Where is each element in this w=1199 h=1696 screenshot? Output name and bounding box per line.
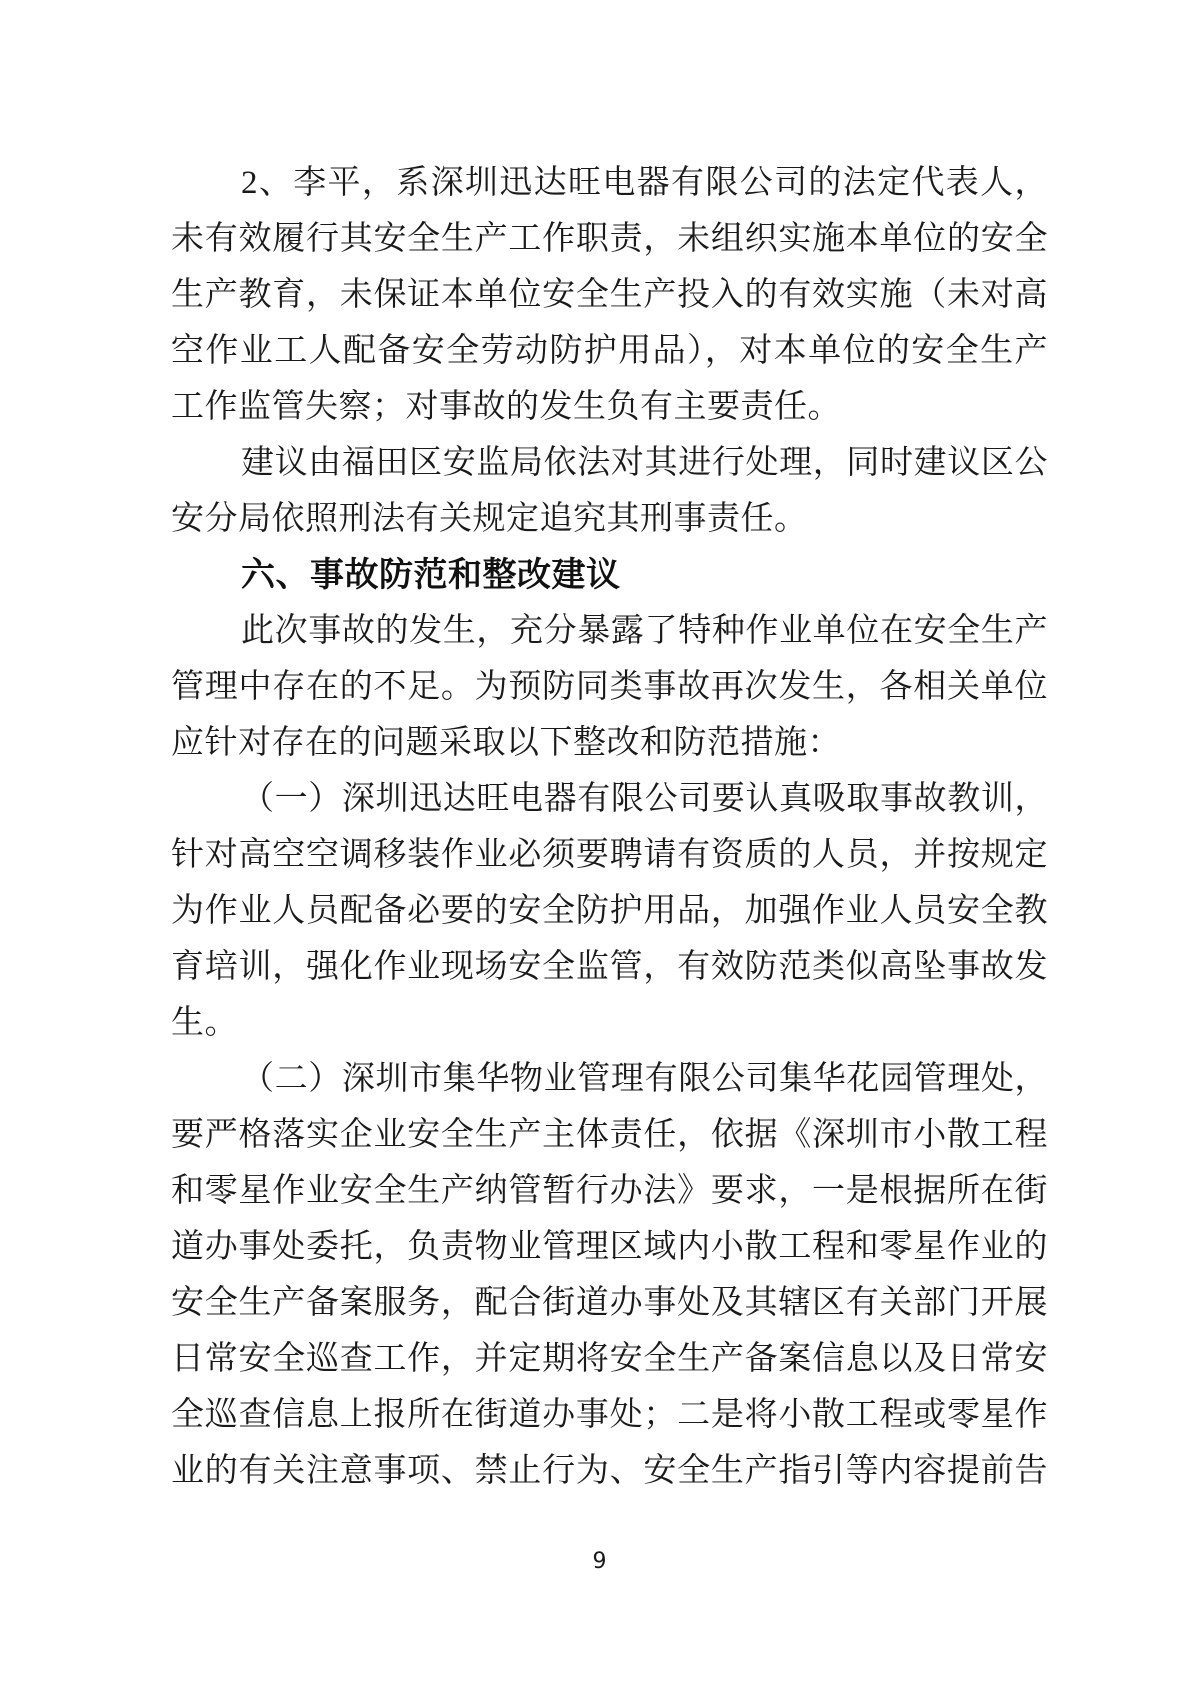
text-line: （二）深圳市集华物业管理有限公司集华花园管理处， [241,1061,1048,1097]
text-line: 业的有关注意事项、禁止行为、安全生产指引等内容提前告 [171,1453,1048,1489]
text-line: 道办事处委托，负责物业管理区域内小散工程和零星作业的 [171,1229,1048,1265]
text-line: 工作监管失察；对事故的发生负有主要责任。 [171,389,841,425]
text-line: 2、李平，系深圳迅达旺电器有限公司的法定代表人， [241,165,1048,201]
text-line: 管理中存在的不足。为预防同类事故再次发生，各相关单位 [171,669,1048,705]
page-footer [0,1540,1199,1584]
text-line: 生产教育，未保证本单位安全生产投入的有效实施（未对高 [171,277,1048,313]
text-line: 空作业工人配备安全劳动防护用品），对本单位的安全生产 [171,333,1048,369]
section-heading: 六、事故防范和整改建议 [241,555,621,595]
text-line: 建议由福田区安监局依法对其进行处理，同时建议区公 [241,445,1048,481]
text-line: 和零星作业安全生产纳管暂行办法》要求，一是根据所在街 [171,1173,1048,1209]
text-line: 为作业人员配备必要的安全防护用品，加强作业人员安全教 [171,893,1048,929]
page-number: 9 [592,1549,607,1574]
text-line: 安分局依照刑法有关规定追究其刑事责任。 [171,501,808,537]
text-line: 全巡查信息上报所在街道办事处；二是将小散工程或零星作 [171,1397,1048,1433]
text-line: （一）深圳迅达旺电器有限公司要认真吸取事故教训， [241,781,1048,817]
text-line: 此次事故的发生，充分暴露了特种作业单位在安全生产 [241,613,1048,649]
text-line: 针对高空空调移装作业必须要聘请有资质的人员，并按规定 [171,837,1048,873]
text-line: 育培训，强化作业现场安全监管，有效防范类似高坠事故发 [171,949,1048,985]
text-line: 应针对存在的问题采取以下整改和防范措施： [171,725,841,761]
document-body [171,155,1048,1499]
text-line: 安全生产备案服务，配合街道办事处及其辖区有关部门开展 [171,1285,1048,1321]
text-line: 未有效履行其安全生产工作职责，未组织实施本单位的安全 [171,221,1048,257]
text-line: 日常安全巡查工作，并定期将安全生产备案信息以及日常安 [171,1341,1048,1377]
text-line: 要严格落实企业安全生产主体责任，依据《深圳市小散工程 [171,1117,1048,1153]
text-line: 生。 [171,1005,238,1041]
